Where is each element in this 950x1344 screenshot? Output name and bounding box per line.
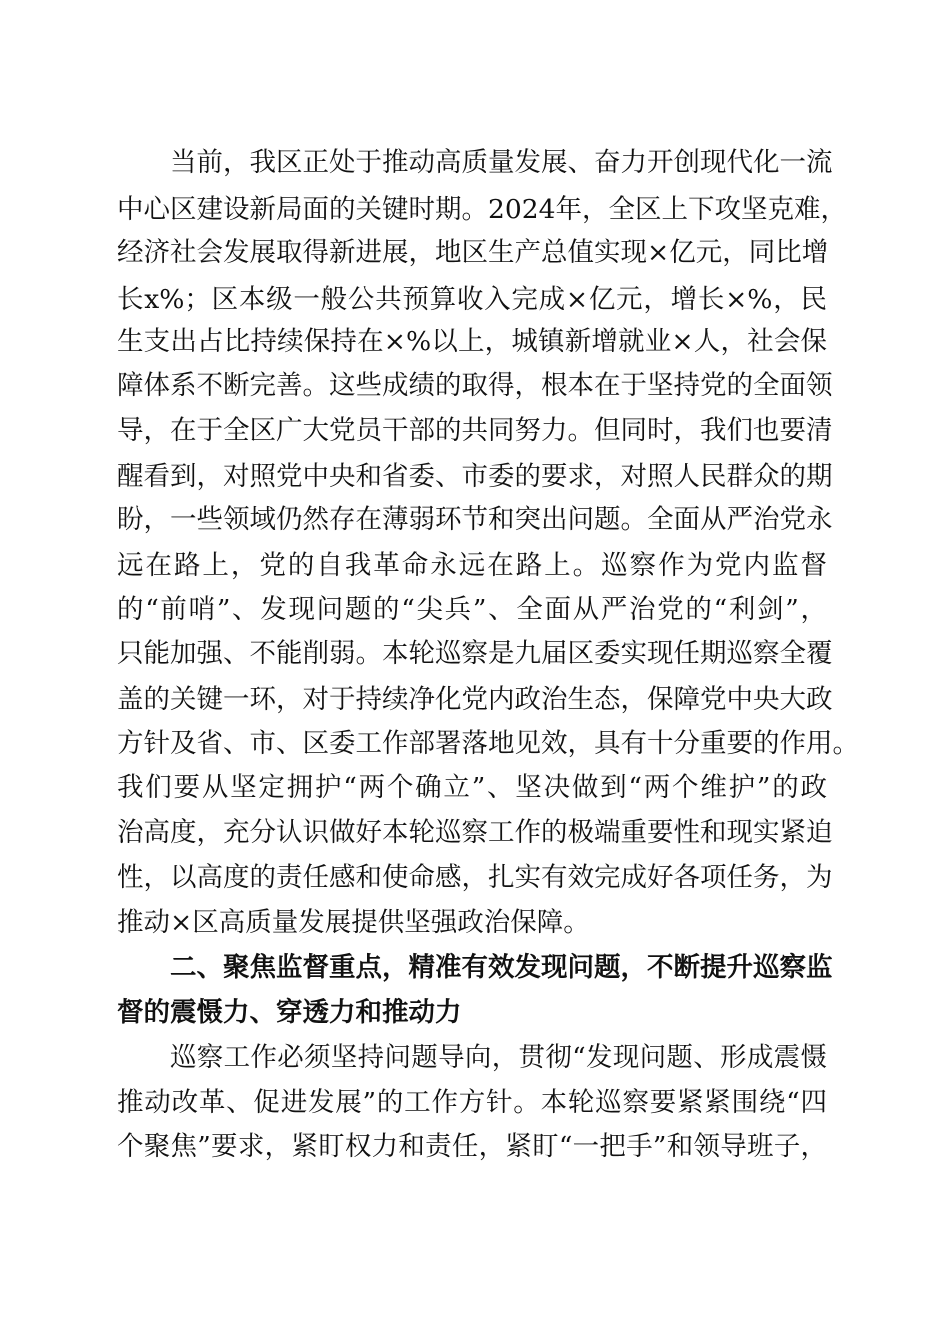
- paragraph-line: 盼，一些领域仍然存在薄弱环节和突出问题。全面从严治党永: [117, 504, 833, 535]
- section-heading: 督的震慑力、穿透力和推动力: [117, 997, 462, 1028]
- paragraph-line: 推动改革、促进发展”的工作方针。本轮巡察要紧紧围绕“四: [117, 1087, 827, 1118]
- paragraph-line: 导，在于全区广大党员干部的共同努力。但同时，我们也要清: [117, 415, 833, 446]
- paragraph-line: 方针及省、市、区委工作部署落地见效，具有十分重要的作用。: [117, 728, 859, 759]
- paragraph-line: 性，以高度的责任感和使命感，扎实有效完成好各项任务，为: [117, 862, 833, 893]
- paragraph-line: 只能加强、不能削弱。本轮巡察是九届区委实现任期巡察全覆: [117, 638, 833, 669]
- section-heading: 二、聚焦监督重点，精准有效发现问题，不断提升巡察监: [170, 952, 833, 983]
- paragraph-line: 我们要从坚定拥护“两个确立”、坚决做到“两个维护”的政: [117, 772, 827, 803]
- paragraph-line: 中心区建设新局面的关键时期。2024年，全区上下攻坚克难，: [117, 194, 847, 225]
- paragraph-line: 长x%；区本级一般公共预算收入完成×亿元，增长×%，民: [117, 284, 827, 315]
- paragraph-line: 醒看到，对照党中央和省委、市委的要求，对照人民群众的期: [117, 461, 833, 492]
- paragraph-line: 生支出占比持续保持在×%以上，城镇新增就业×人，社会保: [117, 326, 827, 357]
- paragraph-line: 推动×区高质量发展提供坚强政治保障。: [117, 907, 590, 938]
- paragraph-line: 经济社会发展取得新进展，地区生产总值实现×亿元，同比增: [117, 237, 829, 268]
- paragraph-line: 的“前哨”、发现问题的“尖兵”、全面从严治党的“利剑”，: [117, 594, 827, 625]
- paragraph-line: 治高度，充分认识做好本轮巡察工作的极端重要性和现实紧迫: [117, 817, 833, 848]
- paragraph-line: 远在路上，党的自我革命永远在路上。巡察作为党内监督: [117, 550, 827, 581]
- paragraph-line: 个聚焦”要求，紧盯权力和责任，紧盯“一把手”和领导班子，: [117, 1131, 827, 1162]
- paragraph-line: 当前，我区正处于推动高质量发展、奋力开创现代化一流: [170, 147, 833, 178]
- paragraph-line: 盖的关键一环，对于持续净化党内政治生态，保障党中央大政: [117, 684, 833, 715]
- paragraph-line: 巡察工作必须坚持问题导向，贯彻“发现问题、形成震慑: [170, 1042, 827, 1073]
- paragraph-line: 障体系不断完善。这些成绩的取得，根本在于坚持党的全面领: [117, 370, 833, 401]
